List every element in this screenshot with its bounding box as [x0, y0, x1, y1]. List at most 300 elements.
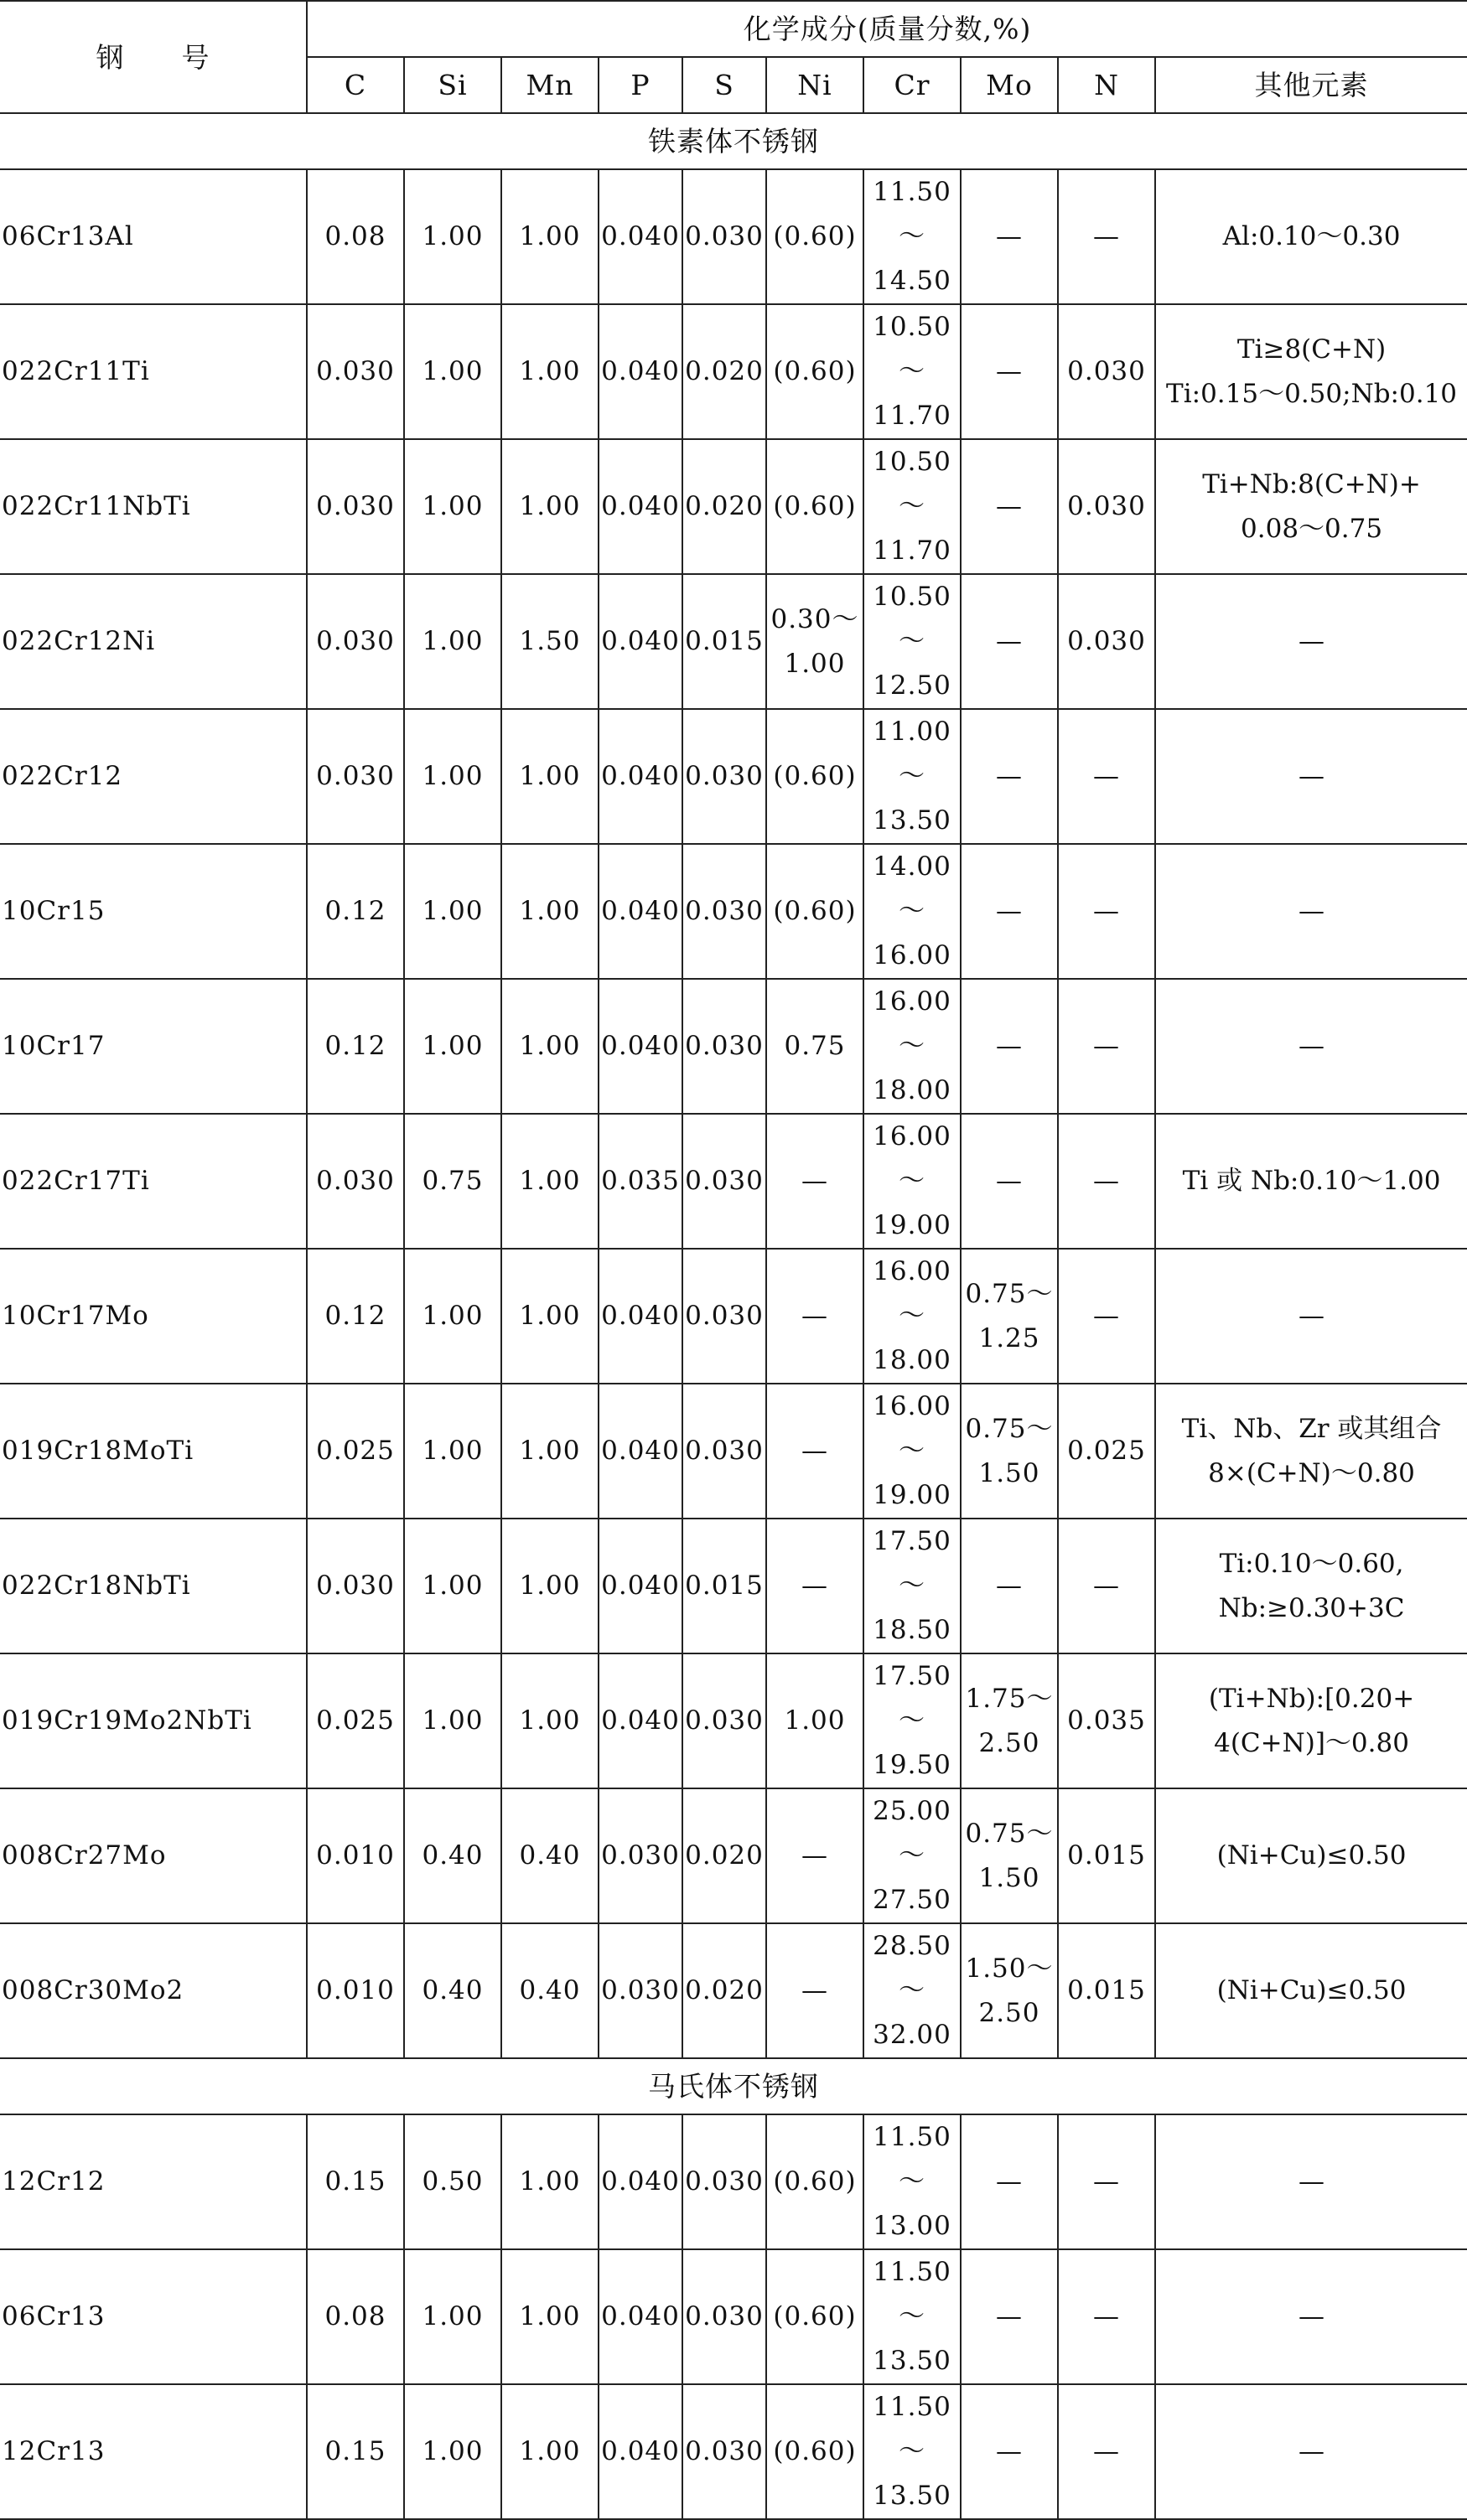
- steel-grade-cell: 019Cr19Mo2NbTi: [0, 1653, 307, 1788]
- cell-cr: [863, 2384, 961, 2519]
- table-row: [0, 304, 1467, 439]
- column-header-ni: Ni: [766, 57, 863, 113]
- cell-c: [307, 979, 404, 1114]
- cell-c: [307, 439, 404, 574]
- cell-c: [307, 709, 404, 844]
- value-other: (Ni+Cu)≤0.50: [1216, 1975, 1407, 2005]
- cell-mn: [501, 1519, 599, 1653]
- value-si: 1.00: [422, 1705, 484, 1736]
- steel-grade-cell: 10Cr15: [0, 844, 307, 979]
- value-n: —: [1093, 1301, 1120, 1331]
- value-cr: 28.50～ 32.00: [873, 1931, 951, 2050]
- value-p: 0.040: [601, 761, 680, 791]
- value-s: 0.015: [685, 626, 764, 656]
- cell-c: [307, 1653, 404, 1788]
- table-row: [0, 169, 1467, 304]
- cell-si: [404, 2384, 501, 2519]
- value-mo: —: [996, 896, 1023, 926]
- value-cr: 17.50～ 18.50: [873, 1526, 951, 1645]
- steel-grade-cell: 022Cr11NbTi: [0, 439, 307, 574]
- cell-s: [682, 1384, 766, 1519]
- cell-si: [404, 2114, 501, 2249]
- value-c: 0.030: [316, 491, 395, 521]
- value-mn: 1.00: [519, 1301, 581, 1331]
- value-p: 0.040: [601, 356, 680, 386]
- cell-si: [404, 574, 501, 709]
- cell-cr: [863, 574, 961, 709]
- steel-grade-cell: 06Cr13Al: [0, 169, 307, 304]
- value-n: 0.030: [1067, 356, 1146, 386]
- cell-n: [1058, 1519, 1155, 1653]
- cell-mn: [501, 1114, 599, 1249]
- cell-p: [599, 439, 682, 574]
- value-n: —: [1093, 2436, 1120, 2466]
- value-s: 0.020: [685, 1840, 764, 1871]
- value-mn: 1.00: [519, 2436, 581, 2466]
- cell-c: [307, 1384, 404, 1519]
- value-p: 0.040: [601, 1570, 680, 1601]
- cell-mo: [961, 1519, 1058, 1653]
- value-n: —: [1093, 2301, 1120, 2331]
- value-ni: (0.60): [773, 491, 857, 521]
- value-s: 0.030: [685, 1705, 764, 1736]
- cell-mo: [961, 2114, 1058, 2249]
- cell-si: [404, 1788, 501, 1923]
- cell-mo: [961, 574, 1058, 709]
- cell-other: [1155, 709, 1467, 844]
- value-s: 0.030: [685, 1301, 764, 1331]
- column-header-mo: Mo: [961, 57, 1058, 113]
- table-row: [0, 1923, 1467, 2058]
- value-mn: 0.40: [519, 1975, 581, 2005]
- header-row-group: [0, 1, 1467, 57]
- value-si: 1.00: [422, 491, 484, 521]
- value-mn: 1.00: [519, 1436, 581, 1466]
- value-mn: 1.00: [519, 356, 581, 386]
- column-header-n: N: [1058, 57, 1155, 113]
- cell-n: [1058, 979, 1155, 1114]
- cell-mo: [961, 709, 1058, 844]
- cell-mn: [501, 709, 599, 844]
- value-si: 0.40: [422, 1840, 484, 1871]
- cell-cr: [863, 169, 961, 304]
- cell-cr: [863, 1923, 961, 2058]
- cell-mn: [501, 2384, 599, 2519]
- steel-grade-cell: 022Cr12: [0, 709, 307, 844]
- value-ni: (0.60): [773, 2301, 857, 2331]
- cell-cr: [863, 844, 961, 979]
- value-ni: —: [801, 1570, 828, 1601]
- value-c: 0.030: [316, 761, 395, 791]
- value-mn: 1.00: [519, 761, 581, 791]
- value-other: —: [1299, 2436, 1325, 2466]
- value-cr: 10.50～ 11.70: [873, 447, 951, 566]
- cell-si: [404, 1519, 501, 1653]
- cell-s: [682, 2384, 766, 2519]
- cell-s: [682, 709, 766, 844]
- cell-n: [1058, 1249, 1155, 1384]
- value-n: 0.035: [1067, 1705, 1146, 1736]
- value-ni: 0.30～ 1.00: [770, 603, 859, 679]
- cell-s: [682, 2249, 766, 2384]
- value-mo: —: [996, 761, 1023, 791]
- value-ni: (0.60): [773, 761, 857, 791]
- cell-mn: [501, 439, 599, 574]
- value-cr: 10.50～ 12.50: [873, 582, 951, 701]
- value-mo: —: [996, 2166, 1023, 2197]
- value-c: 0.010: [316, 1840, 395, 1871]
- table-row: [0, 2114, 1467, 2249]
- value-si: 0.75: [422, 1166, 484, 1196]
- cell-s: [682, 1788, 766, 1923]
- cell-c: [307, 2249, 404, 2384]
- cell-s: [682, 844, 766, 979]
- cell-mn: [501, 2249, 599, 2384]
- section-row: [0, 2058, 1467, 2114]
- value-mo: 1.75～ 2.50: [965, 1683, 1054, 1758]
- value-mn: 1.00: [519, 896, 581, 926]
- cell-cr: [863, 1519, 961, 1653]
- value-cr: 10.50～ 11.70: [873, 312, 951, 431]
- value-si: 1.00: [422, 761, 484, 791]
- value-c: 0.025: [316, 1705, 395, 1736]
- cell-cr: [863, 1249, 961, 1384]
- value-cr: 11.50～ 13.00: [873, 2122, 951, 2241]
- value-other: —: [1299, 896, 1325, 926]
- value-si: 1.00: [422, 896, 484, 926]
- cell-mo: [961, 2249, 1058, 2384]
- cell-cr: [863, 1384, 961, 1519]
- value-si: 0.40: [422, 1975, 484, 2005]
- value-mn: 1.00: [519, 491, 581, 521]
- value-ni: 0.75: [784, 1031, 846, 1061]
- steel-grade-cell: 022Cr17Ti: [0, 1114, 307, 1249]
- value-mo: —: [996, 1166, 1023, 1196]
- cell-other: [1155, 1653, 1467, 1788]
- table-body: [0, 113, 1467, 2519]
- section-title: 铁素体不锈钢: [0, 113, 1467, 169]
- value-p: 0.040: [601, 626, 680, 656]
- value-cr: 11.50～ 13.50: [873, 2257, 951, 2376]
- column-header-c: C: [307, 57, 404, 113]
- cell-c: [307, 304, 404, 439]
- cell-p: [599, 709, 682, 844]
- cell-c: [307, 2114, 404, 2249]
- cell-n: [1058, 1114, 1155, 1249]
- grade-header: 钢 号: [0, 1, 307, 113]
- cell-n: [1058, 1384, 1155, 1519]
- value-s: 0.020: [685, 356, 764, 386]
- cell-c: [307, 844, 404, 979]
- value-mn: 1.00: [519, 2166, 581, 2197]
- value-s: 0.030: [685, 1166, 764, 1196]
- value-n: —: [1093, 761, 1120, 791]
- cell-cr: [863, 2114, 961, 2249]
- cell-p: [599, 1384, 682, 1519]
- cell-n: [1058, 1923, 1155, 2058]
- table-row: [0, 574, 1467, 709]
- cell-p: [599, 844, 682, 979]
- cell-ni: [766, 1114, 863, 1249]
- cell-ni: [766, 2249, 863, 2384]
- cell-ni: [766, 169, 863, 304]
- column-header-p: P: [599, 57, 682, 113]
- table-row: [0, 979, 1467, 1114]
- value-mo: 0.75～ 1.50: [965, 1413, 1054, 1488]
- value-other: Ti+Nb:8(C+N)+ 0.08～0.75: [1202, 468, 1421, 544]
- cell-other: [1155, 1519, 1467, 1653]
- value-n: 0.015: [1067, 1975, 1146, 2005]
- value-mo: —: [996, 2436, 1023, 2466]
- cell-p: [599, 1923, 682, 2058]
- table-row: [0, 1114, 1467, 1249]
- section-row: [0, 113, 1467, 169]
- value-other: —: [1299, 2166, 1325, 2197]
- cell-s: [682, 1114, 766, 1249]
- cell-cr: [863, 979, 961, 1114]
- value-s: 0.015: [685, 1570, 764, 1601]
- value-si: 0.50: [422, 2166, 484, 2197]
- value-s: 0.030: [685, 761, 764, 791]
- value-mn: 1.00: [519, 221, 581, 251]
- cell-si: [404, 709, 501, 844]
- cell-ni: [766, 1788, 863, 1923]
- value-s: 0.030: [685, 1436, 764, 1466]
- cell-n: [1058, 2114, 1155, 2249]
- value-cr: 16.00～ 19.00: [873, 1121, 951, 1240]
- cell-other: [1155, 2384, 1467, 2519]
- value-mn: 1.00: [519, 1031, 581, 1061]
- steel-grade-cell: 12Cr13: [0, 2384, 307, 2519]
- cell-other: [1155, 1788, 1467, 1923]
- value-p: 0.040: [601, 1436, 680, 1466]
- steel-grade-cell: 019Cr18MoTi: [0, 1384, 307, 1519]
- value-n: —: [1093, 1031, 1120, 1061]
- cell-p: [599, 2249, 682, 2384]
- value-p: 0.040: [601, 2436, 680, 2466]
- value-n: —: [1093, 1166, 1120, 1196]
- value-n: 0.030: [1067, 626, 1146, 656]
- value-cr: 16.00～ 18.00: [873, 986, 951, 1105]
- cell-mo: [961, 169, 1058, 304]
- value-cr: 11.50～ 14.50: [873, 177, 951, 296]
- cell-c: [307, 574, 404, 709]
- value-cr: 14.00～ 16.00: [873, 851, 951, 970]
- cell-mo: [961, 979, 1058, 1114]
- cell-other: [1155, 1384, 1467, 1519]
- cell-mn: [501, 574, 599, 709]
- cell-s: [682, 1519, 766, 1653]
- value-ni: (0.60): [773, 356, 857, 386]
- cell-n: [1058, 304, 1155, 439]
- value-other: —: [1299, 626, 1325, 656]
- value-cr: 25.00～ 27.50: [873, 1796, 951, 1915]
- value-c: 0.08: [324, 2301, 386, 2331]
- cell-n: [1058, 574, 1155, 709]
- value-mo: 1.50～ 2.50: [965, 1953, 1054, 2028]
- value-c: 0.12: [324, 1031, 386, 1061]
- cell-mn: [501, 2114, 599, 2249]
- cell-s: [682, 2114, 766, 2249]
- value-other: —: [1299, 1031, 1325, 1061]
- cell-other: [1155, 2114, 1467, 2249]
- cell-n: [1058, 1788, 1155, 1923]
- value-mo: 0.75～ 1.25: [965, 1278, 1054, 1353]
- value-mn: 1.00: [519, 2301, 581, 2331]
- value-ni: —: [801, 1436, 828, 1466]
- table-row: [0, 1384, 1467, 1519]
- cell-cr: [863, 1653, 961, 1788]
- cell-other: [1155, 2249, 1467, 2384]
- cell-si: [404, 2249, 501, 2384]
- cell-mo: [961, 1249, 1058, 1384]
- cell-mo: [961, 439, 1058, 574]
- cell-p: [599, 574, 682, 709]
- cell-ni: [766, 844, 863, 979]
- value-si: 1.00: [422, 2301, 484, 2331]
- table-row: [0, 1788, 1467, 1923]
- cell-si: [404, 439, 501, 574]
- cell-n: [1058, 439, 1155, 574]
- value-n: 0.025: [1067, 1436, 1146, 1466]
- cell-ni: [766, 1653, 863, 1788]
- table-row: [0, 1519, 1467, 1653]
- value-other: Ti:0.10～0.60, Nb:≥0.30+3C: [1218, 1548, 1405, 1623]
- cell-other: [1155, 979, 1467, 1114]
- value-mo: —: [996, 626, 1023, 656]
- value-ni: (0.60): [773, 2166, 857, 2197]
- cell-mn: [501, 1653, 599, 1788]
- cell-ni: [766, 1384, 863, 1519]
- value-mn: 1.00: [519, 1705, 581, 1736]
- cell-ni: [766, 709, 863, 844]
- value-cr: 16.00～ 18.00: [873, 1256, 951, 1375]
- value-si: 1.00: [422, 1301, 484, 1331]
- composition-group-header: 化学成分(质量分数,%): [307, 1, 1467, 57]
- cell-cr: [863, 709, 961, 844]
- value-s: 0.030: [685, 2436, 764, 2466]
- column-header-s: S: [682, 57, 766, 113]
- value-c: 0.12: [324, 1301, 386, 1331]
- cell-p: [599, 1114, 682, 1249]
- cell-mo: [961, 1114, 1058, 1249]
- value-ni: (0.60): [773, 2436, 857, 2466]
- value-ni: —: [801, 1840, 828, 1871]
- value-mo: —: [996, 2301, 1023, 2331]
- cell-p: [599, 1519, 682, 1653]
- table-row: [0, 439, 1467, 574]
- value-cr: 11.00～ 13.50: [873, 717, 951, 836]
- steel-grade-cell: 12Cr12: [0, 2114, 307, 2249]
- cell-cr: [863, 2249, 961, 2384]
- cell-n: [1058, 2384, 1155, 2519]
- cell-c: [307, 2384, 404, 2519]
- cell-other: [1155, 844, 1467, 979]
- value-ni: 1.00: [784, 1705, 846, 1736]
- cell-s: [682, 304, 766, 439]
- steel-grade-cell: 022Cr18NbTi: [0, 1519, 307, 1653]
- steel-grade-cell: 022Cr11Ti: [0, 304, 307, 439]
- cell-ni: [766, 2114, 863, 2249]
- value-p: 0.040: [601, 1031, 680, 1061]
- cell-mo: [961, 1653, 1058, 1788]
- cell-mo: [961, 1788, 1058, 1923]
- value-n: —: [1093, 1570, 1120, 1601]
- table-row: [0, 2249, 1467, 2384]
- value-cr: 16.00～ 19.00: [873, 1391, 951, 1510]
- cell-si: [404, 979, 501, 1114]
- value-other: (Ni+Cu)≤0.50: [1216, 1840, 1407, 1871]
- table-row: [0, 844, 1467, 979]
- cell-cr: [863, 439, 961, 574]
- cell-s: [682, 1249, 766, 1384]
- column-header-cr: Cr: [863, 57, 961, 113]
- cell-s: [682, 574, 766, 709]
- value-s: 0.030: [685, 1031, 764, 1061]
- cell-c: [307, 1249, 404, 1384]
- section-title: 马氏体不锈钢: [0, 2058, 1467, 2114]
- value-c: 0.15: [324, 2436, 386, 2466]
- cell-other: [1155, 169, 1467, 304]
- cell-p: [599, 1653, 682, 1788]
- value-s: 0.030: [685, 2166, 764, 2197]
- cell-other: [1155, 1923, 1467, 2058]
- value-c: 0.12: [324, 896, 386, 926]
- value-c: 0.08: [324, 221, 386, 251]
- cell-s: [682, 979, 766, 1114]
- cell-p: [599, 304, 682, 439]
- cell-mn: [501, 1249, 599, 1384]
- value-s: 0.020: [685, 1975, 764, 2005]
- value-p: 0.040: [601, 2166, 680, 2197]
- steel-grade-cell: 06Cr13: [0, 2249, 307, 2384]
- steel-grade-cell: 008Cr27Mo: [0, 1788, 307, 1923]
- cell-mn: [501, 304, 599, 439]
- cell-mo: [961, 1384, 1058, 1519]
- cell-c: [307, 1923, 404, 2058]
- cell-other: [1155, 304, 1467, 439]
- value-c: 0.15: [324, 2166, 386, 2197]
- cell-s: [682, 1653, 766, 1788]
- value-s: 0.020: [685, 491, 764, 521]
- cell-mn: [501, 1923, 599, 2058]
- cell-si: [404, 1653, 501, 1788]
- cell-s: [682, 439, 766, 574]
- cell-ni: [766, 574, 863, 709]
- cell-n: [1058, 1653, 1155, 1788]
- cell-c: [307, 1788, 404, 1923]
- value-si: 1.00: [422, 626, 484, 656]
- value-ni: —: [801, 1975, 828, 2005]
- cell-ni: [766, 439, 863, 574]
- value-p: 0.040: [601, 491, 680, 521]
- cell-mn: [501, 979, 599, 1114]
- value-si: 1.00: [422, 1031, 484, 1061]
- value-other: Ti 或 Nb:0.10～1.00: [1182, 1166, 1441, 1196]
- value-p: 0.040: [601, 1705, 680, 1736]
- cell-mn: [501, 844, 599, 979]
- cell-mo: [961, 1923, 1058, 2058]
- value-si: 1.00: [422, 2436, 484, 2466]
- value-n: —: [1093, 221, 1120, 251]
- value-other: Al:0.10～0.30: [1222, 221, 1401, 251]
- value-p: 0.040: [601, 221, 680, 251]
- value-p: 0.040: [601, 1301, 680, 1331]
- cell-ni: [766, 304, 863, 439]
- value-p: 0.040: [601, 2301, 680, 2331]
- cell-mo: [961, 844, 1058, 979]
- cell-cr: [863, 1788, 961, 1923]
